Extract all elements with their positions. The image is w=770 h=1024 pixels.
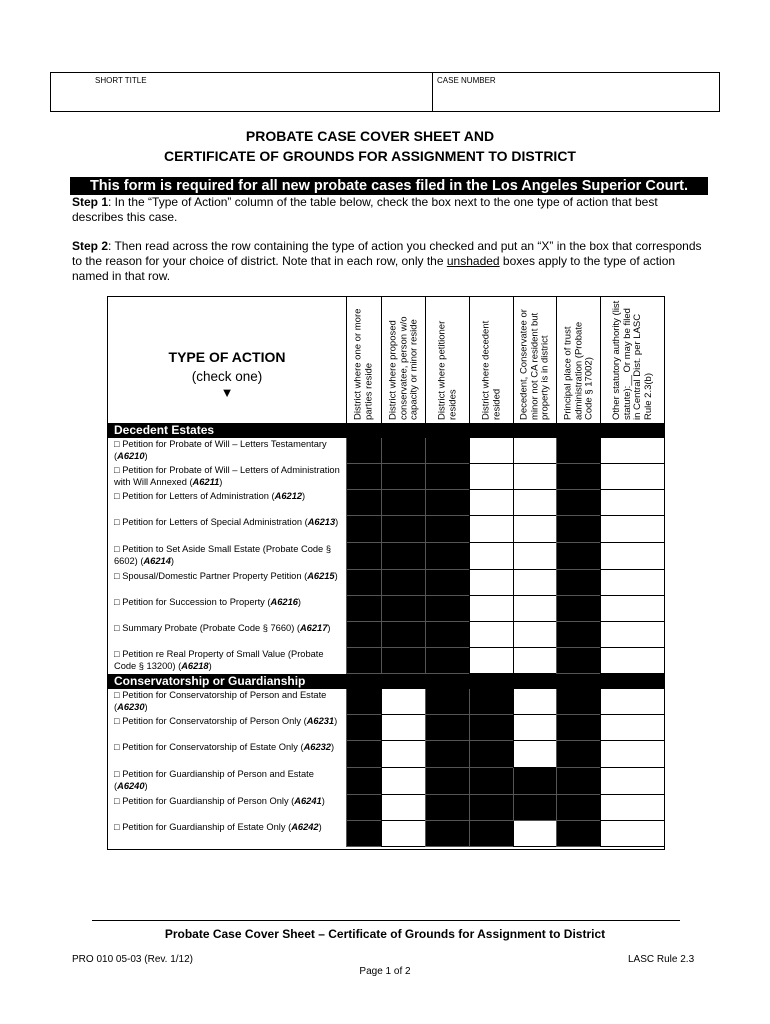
- shaded-cell: [469, 821, 513, 847]
- action-label[interactable]: [114, 822, 342, 834]
- action-label[interactable]: [114, 544, 342, 567]
- action-close: ): [335, 517, 339, 527]
- column-header-2: [381, 297, 425, 423]
- action-code: A6230: [117, 701, 145, 712]
- checkbox-icon[interactable]: □: [114, 716, 123, 726]
- step2-text-after: boxes apply to the type of action named in that row.: [72, 254, 676, 283]
- checkbox-icon[interactable]: □: [114, 796, 123, 806]
- selection-cell[interactable]: [513, 741, 556, 768]
- action-label[interactable]: [114, 571, 342, 583]
- shaded-cell: [381, 438, 425, 464]
- section-title: Decedent Estates: [114, 423, 215, 437]
- form-number: PRO 010 05-03 (Rev. 1/12): [72, 954, 193, 965]
- table-row: [108, 543, 664, 570]
- selection-cell[interactable]: [600, 516, 664, 543]
- selection-cell[interactable]: [513, 821, 556, 847]
- check-one-label: (check one): [191, 369, 263, 384]
- action-label[interactable]: [114, 649, 342, 672]
- selection-cell[interactable]: [513, 490, 556, 516]
- selection-cell[interactable]: [469, 596, 513, 622]
- selection-cell[interactable]: [513, 715, 556, 741]
- selection-cell[interactable]: [600, 821, 664, 847]
- checkbox-icon[interactable]: □: [114, 822, 123, 832]
- action-code: A6211: [192, 476, 220, 487]
- table-row: [108, 490, 664, 516]
- shaded-cell: [381, 464, 425, 490]
- selection-cell[interactable]: [600, 438, 664, 464]
- action-label[interactable]: [114, 491, 342, 503]
- action-label[interactable]: [114, 597, 342, 609]
- shaded-cell: [425, 490, 469, 516]
- action-close: ): [327, 623, 331, 633]
- shaded-cell: [469, 715, 513, 741]
- shaded-cell: [346, 689, 381, 715]
- shaded-cell: [556, 648, 600, 674]
- action-label[interactable]: [114, 769, 342, 792]
- shaded-cell: [381, 543, 425, 570]
- selection-cell[interactable]: [513, 689, 556, 715]
- shaded-cell: [381, 648, 425, 674]
- caption-divider: [432, 73, 433, 111]
- checkbox-icon[interactable]: □: [114, 623, 123, 633]
- action-label[interactable]: [114, 517, 342, 529]
- shaded-cell: [556, 795, 600, 821]
- shaded-cell: [425, 741, 469, 768]
- shaded-cell: [381, 596, 425, 622]
- action-code: A6232: [303, 742, 331, 752]
- column-header-text: District where petitioner resides: [436, 320, 458, 420]
- column-header-text: District where decedent resided: [480, 320, 502, 420]
- footer-rule: [92, 920, 680, 921]
- action-label[interactable]: [114, 796, 342, 808]
- checkbox-icon[interactable]: □: [114, 465, 123, 475]
- table-row: [108, 741, 664, 768]
- down-arrow-icon: ▼: [220, 385, 234, 400]
- action-close: ): [334, 571, 338, 581]
- selection-cell[interactable]: [469, 516, 513, 543]
- action-label[interactable]: [114, 716, 342, 728]
- action-code: A6214: [143, 555, 171, 566]
- selection-cell[interactable]: [469, 570, 513, 596]
- action-label[interactable]: [114, 465, 342, 488]
- caption-box: [50, 72, 720, 112]
- step2-underlined: unshaded: [446, 254, 500, 268]
- action-text: Petition for Probate of Will – Letters of Administration with Will Annexed (: [114, 465, 340, 487]
- selection-cell[interactable]: [600, 543, 664, 570]
- shaded-cell: [556, 768, 600, 795]
- section-header: [108, 674, 664, 689]
- selection-cell[interactable]: [381, 741, 425, 768]
- shaded-cell: [513, 795, 556, 821]
- action-text: Petition for Guardianship of Estate Only (: [122, 822, 292, 832]
- selection-cell[interactable]: [381, 795, 425, 821]
- step1-paragraph: [72, 195, 702, 225]
- table-row: [108, 648, 664, 674]
- shaded-cell: [346, 570, 381, 596]
- form-title-line1: PROBATE CASE COVER SHEET AND: [245, 128, 495, 144]
- table-row: [108, 821, 664, 847]
- action-text: Spousal/Domestic Partner Property Petition (: [122, 571, 308, 581]
- action-close: ): [144, 450, 148, 461]
- shaded-cell: [346, 438, 381, 464]
- action-text: Petition for Letters of Special Administration (: [122, 517, 308, 527]
- shaded-cell: [425, 648, 469, 674]
- action-text: Petition for Succession to Property (: [122, 597, 271, 607]
- column-header-4: [469, 297, 513, 423]
- action-text: Petition re Real Property of Small Value (Probate Code § 13200) (: [114, 649, 324, 671]
- action-close: ): [321, 796, 325, 806]
- shaded-cell: [346, 821, 381, 847]
- selection-cell[interactable]: [513, 543, 556, 570]
- action-text: Petition for Probate of Will – Letters Testamentary (: [114, 439, 327, 461]
- column-header-7: [600, 297, 664, 423]
- action-code: A6218: [181, 660, 209, 671]
- selection-cell[interactable]: [600, 622, 664, 648]
- shaded-cell: [556, 490, 600, 516]
- selection-cell[interactable]: [600, 768, 664, 795]
- selection-cell[interactable]: [381, 821, 425, 847]
- action-text: Petition for Conservatorship of Person and Estate (: [114, 690, 327, 712]
- selection-cell[interactable]: [600, 689, 664, 715]
- shaded-cell: [346, 741, 381, 768]
- shaded-cell: [381, 622, 425, 648]
- shaded-cell: [469, 768, 513, 795]
- selection-cell[interactable]: [600, 490, 664, 516]
- action-close: ): [170, 555, 174, 566]
- checkbox-icon[interactable]: □: [114, 439, 123, 449]
- page-number: Page 1 of 2: [359, 966, 411, 977]
- shaded-cell: [346, 795, 381, 821]
- action-text: Summary Probate (Probate Code § 7660) (: [122, 623, 300, 633]
- action-label[interactable]: [114, 439, 342, 462]
- lasc-rule: LASC Rule 2.3: [628, 954, 695, 965]
- selection-cell[interactable]: [469, 464, 513, 490]
- checkbox-icon[interactable]: □: [114, 517, 123, 527]
- shaded-cell: [556, 689, 600, 715]
- column-header-text: Principal place of trust administration (Probate Code § 17002): [561, 321, 594, 420]
- selection-cell[interactable]: [600, 741, 664, 768]
- action-text: Petition for Conservatorship of Estate Only (: [122, 742, 304, 752]
- step1-text: : In the “Type of Action” column of the table below, check the box next to the one type of action that best describes this case.: [72, 195, 658, 224]
- selection-cell[interactable]: [513, 648, 556, 674]
- shaded-cell: [425, 821, 469, 847]
- selection-cell[interactable]: [469, 490, 513, 516]
- checkbox-icon[interactable]: □: [114, 597, 123, 607]
- table-row: [108, 715, 664, 741]
- step2-label: Step 2: [72, 239, 109, 253]
- table-row: [108, 622, 664, 648]
- shaded-cell: [556, 438, 600, 464]
- selection-cell[interactable]: [600, 795, 664, 821]
- shaded-cell: [556, 516, 600, 543]
- action-code: A6217: [299, 623, 328, 633]
- case-number-label: CASE NUMBER: [437, 76, 496, 85]
- type-of-action-header: [108, 297, 346, 423]
- action-close: ): [330, 742, 335, 752]
- step2-text-before: : Then read across the row containing the type of action you checked and put an “X” in the box that corresponds to the reason for your choice of district. Note that in each row, only the: [72, 239, 702, 268]
- section-header: [108, 423, 664, 438]
- shaded-cell: [556, 821, 600, 847]
- action-text: Petition for Letters of Administration (: [122, 491, 275, 501]
- shaded-cell: [469, 741, 513, 768]
- column-header-6: [556, 297, 600, 423]
- shaded-cell: [425, 715, 469, 741]
- action-code: A6215: [307, 571, 335, 581]
- selection-cell[interactable]: [469, 543, 513, 570]
- action-close: ): [219, 476, 223, 487]
- action-close: ): [144, 780, 148, 791]
- shaded-cell: [346, 464, 381, 490]
- checkbox-icon[interactable]: □: [114, 742, 123, 752]
- form-title-line2: CERTIFICATE OF GROUNDS FOR ASSIGNMENT TO DISTRICT: [164, 148, 576, 164]
- type-of-action-title: TYPE OF ACTION: [168, 349, 286, 365]
- section-title: Conservatorship or Guardianship: [114, 674, 306, 688]
- shaded-cell: [346, 596, 381, 622]
- column-header-1: [346, 297, 381, 423]
- shaded-cell: [556, 715, 600, 741]
- shaded-cell: [425, 795, 469, 821]
- shaded-cell: [346, 622, 381, 648]
- selection-cell[interactable]: [469, 622, 513, 648]
- selection-cell[interactable]: [600, 715, 664, 741]
- shaded-cell: [513, 768, 556, 795]
- shaded-cell: [425, 438, 469, 464]
- checkbox-icon[interactable]: □: [114, 690, 123, 700]
- action-close: ): [297, 597, 302, 607]
- table-row: [108, 768, 664, 795]
- selection-cell[interactable]: [513, 570, 556, 596]
- action-text: Petition for Guardianship of Person Only (: [122, 796, 295, 806]
- action-code: A6231: [306, 716, 335, 726]
- shaded-cell: [556, 622, 600, 648]
- checkbox-icon[interactable]: □: [114, 649, 123, 659]
- step2-paragraph: [72, 239, 702, 284]
- short-title-label: SHORT TITLE: [95, 76, 147, 85]
- shaded-cell: [556, 596, 600, 622]
- selection-cell[interactable]: [600, 570, 664, 596]
- selection-cell[interactable]: [600, 464, 664, 490]
- action-code: A6242: [291, 822, 319, 832]
- shaded-cell: [381, 570, 425, 596]
- action-code: A6216: [270, 597, 298, 607]
- column-header-text: Decedent, Conservatee or minor not CA resident but property is in district: [518, 309, 551, 420]
- action-close: ): [318, 822, 322, 832]
- shaded-cell: [556, 570, 600, 596]
- action-text: Petition for Guardianship of Person and Estate (: [114, 769, 314, 791]
- column-header-text: District where proposed conservatee, person w/o capacity or minor reside: [386, 316, 419, 420]
- action-code: A6240: [117, 780, 145, 791]
- table-row: [108, 596, 664, 622]
- action-table: [107, 296, 665, 850]
- shaded-cell: [469, 795, 513, 821]
- table-row: [108, 689, 664, 715]
- shaded-cell: [425, 622, 469, 648]
- shaded-cell: [425, 596, 469, 622]
- checkbox-icon[interactable]: □: [114, 544, 123, 554]
- selection-cell[interactable]: [381, 715, 425, 741]
- shaded-cell: [425, 543, 469, 570]
- shaded-cell: [425, 516, 469, 543]
- action-code: A6213: [307, 517, 336, 527]
- selection-cell[interactable]: [469, 438, 513, 464]
- shaded-cell: [425, 464, 469, 490]
- required-banner: This form is required for all new probate cases filed in the Los Angeles Superior Court.: [70, 177, 708, 195]
- selection-cell[interactable]: [381, 768, 425, 795]
- checkbox-icon[interactable]: □: [114, 769, 123, 779]
- selection-cell[interactable]: [600, 648, 664, 674]
- selection-cell[interactable]: [513, 516, 556, 543]
- table-row: [108, 570, 664, 596]
- table-row: [108, 795, 664, 821]
- selection-cell[interactable]: [513, 596, 556, 622]
- action-close: ): [334, 716, 338, 726]
- table-row: [108, 464, 664, 490]
- shaded-cell: [346, 490, 381, 516]
- selection-cell[interactable]: [469, 648, 513, 674]
- shaded-cell: [381, 516, 425, 543]
- step1-label: Step 1: [72, 195, 109, 209]
- selection-cell[interactable]: [381, 689, 425, 715]
- shaded-cell: [556, 543, 600, 570]
- action-close: ): [302, 491, 306, 501]
- action-code: A6210: [117, 450, 145, 461]
- table-row: [108, 438, 664, 464]
- shaded-cell: [425, 570, 469, 596]
- shaded-cell: [556, 464, 600, 490]
- selection-cell[interactable]: [600, 596, 664, 622]
- checkbox-icon[interactable]: □: [114, 571, 123, 581]
- action-label[interactable]: [114, 742, 342, 754]
- column-header-text: District where one or more parties reside: [352, 308, 374, 420]
- action-code: A6241: [294, 796, 322, 806]
- action-label[interactable]: [114, 690, 342, 713]
- shaded-cell: [346, 768, 381, 795]
- shaded-cell: [346, 543, 381, 570]
- action-text: Petition to Set Aside Small Estate (Probate Code § 6602) (: [114, 544, 331, 566]
- shaded-cell: [556, 741, 600, 768]
- shaded-cell: [346, 715, 381, 741]
- shaded-cell: [425, 768, 469, 795]
- selection-cell[interactable]: [513, 438, 556, 464]
- shaded-cell: [469, 689, 513, 715]
- table-row: [108, 516, 664, 543]
- footer-title: Probate Case Cover Sheet – Certificate of Grounds for Assignment to District: [164, 927, 606, 941]
- action-code: A6212: [274, 491, 303, 501]
- column-header-text: Other statutory authority (list statute):__ Or may be filed in Central Dist. per LASC Rule 2.3(b): [610, 300, 653, 420]
- action-text: Petition for Conservatorship of Person Only (: [122, 716, 307, 726]
- column-header-3: [425, 297, 469, 423]
- shaded-cell: [425, 689, 469, 715]
- selection-cell[interactable]: [513, 464, 556, 490]
- action-close: ): [208, 660, 212, 671]
- shaded-cell: [381, 490, 425, 516]
- shaded-cell: [346, 516, 381, 543]
- column-header-5: [513, 297, 556, 423]
- action-close: ): [144, 701, 148, 712]
- action-label[interactable]: [114, 623, 342, 635]
- checkbox-icon[interactable]: □: [114, 491, 123, 501]
- shaded-cell: [346, 648, 381, 674]
- selection-cell[interactable]: [513, 622, 556, 648]
